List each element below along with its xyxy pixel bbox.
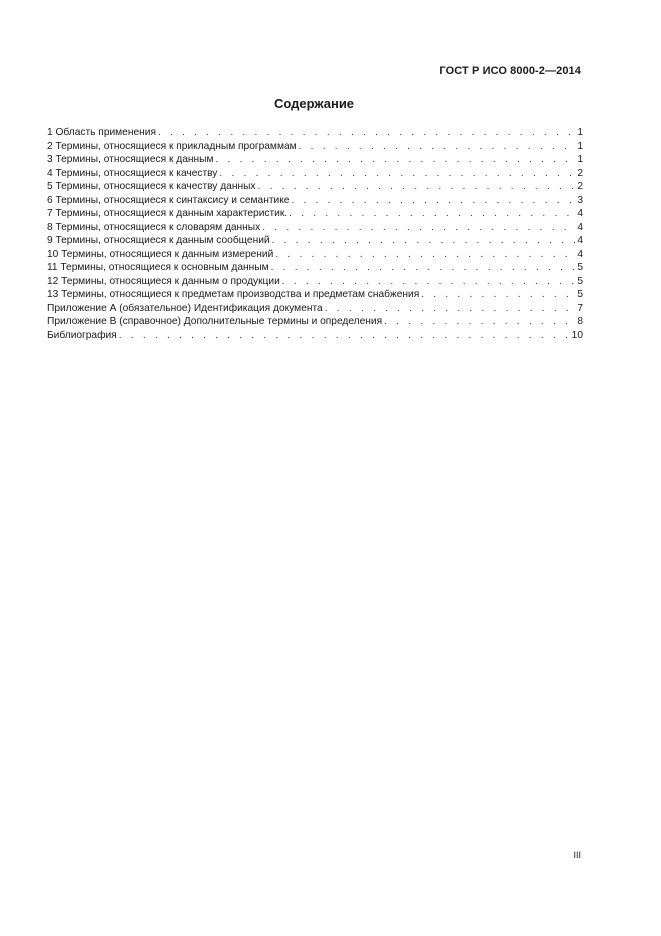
toc-leader-dots (282, 275, 577, 289)
toc-entry-page: 4 (577, 208, 583, 219)
toc-title: Содержание (273, 96, 355, 111)
toc-leader-dots (384, 315, 576, 329)
toc-entry-page: 5 (577, 289, 583, 300)
toc-entry[interactable] (47, 207, 583, 221)
toc-entry-page: 2 (577, 167, 583, 179)
toc-entry-label: 9 Термины, относящиеся к данным сообщений (47, 235, 270, 246)
toc-entry[interactable] (47, 126, 583, 140)
document-code: ГОСТ Р ИСО 8000-2—2014 (439, 65, 581, 77)
toc-entry-label: 13 Термины, относящиеся к предметам производства и предметам снабжения (47, 289, 420, 300)
toc-leader-dots (271, 261, 577, 275)
toc-entry-label: 5 Термины, относящиеся к качеству данных (47, 181, 256, 192)
toc-leader-dots (299, 140, 577, 154)
toc-entry-page: 5 (577, 275, 583, 287)
toc-leader-dots (325, 302, 577, 316)
toc-leader-dots (219, 167, 576, 181)
toc-leader-dots (291, 194, 576, 208)
toc-entry-label: 3 Термины, относящиеся к данным (47, 154, 214, 165)
toc-entry-label: 7 Термины, относящиеся к данным характеристик. (47, 208, 288, 219)
toc-entry-label: 2 Термины, относящиеся к прикладным программам (47, 140, 297, 152)
toc-entry-label: 6 Термины, относящиеся к синтаксису и семантике (47, 194, 290, 206)
toc-leader-dots (119, 329, 571, 343)
toc-entry-label: 10 Термины, относящиеся к данным измерений (47, 248, 274, 260)
toc-entry[interactable] (47, 315, 583, 329)
table-of-contents (47, 126, 583, 342)
toc-entry[interactable] (47, 221, 583, 235)
toc-entry-label: Приложение А (обязательное) Идентификация документа (47, 302, 323, 314)
toc-entry-label: 12 Термины, относящиеся к данным о продукции (47, 275, 280, 287)
toc-entry-page: 1 (577, 154, 583, 165)
toc-entry-label: 11 Термины, относящиеся к основным данным (47, 262, 269, 273)
toc-entry-page: 10 (571, 329, 583, 341)
toc-entry[interactable] (47, 167, 583, 181)
toc-entry-label: Приложение В (справочное) Дополнительные термины и определения (47, 316, 383, 327)
toc-entry-label: 8 Термины, относящиеся к словарям данных (47, 221, 261, 233)
toc-leader-dots (275, 248, 576, 262)
toc-entry[interactable] (47, 180, 583, 194)
toc-leader-dots (421, 288, 576, 302)
page-number: III (573, 850, 581, 860)
toc-entry-label: 1 Область применения (47, 127, 156, 138)
toc-entry-page: 1 (577, 140, 583, 152)
toc-entry[interactable] (47, 248, 583, 262)
toc-entry[interactable] (47, 288, 583, 302)
toc-leader-dots (215, 153, 576, 167)
toc-leader-dots (289, 207, 576, 221)
toc-entry-page: 1 (577, 127, 583, 138)
toc-leader-dots (272, 234, 577, 248)
toc-entry-page: 4 (577, 221, 583, 233)
toc-entry-page: 4 (577, 248, 583, 260)
toc-entry-label: Библиография (47, 329, 117, 341)
toc-entry[interactable] (47, 329, 583, 343)
toc-entry-page: 2 (577, 181, 583, 192)
toc-entry[interactable] (47, 153, 583, 167)
toc-entry[interactable] (47, 234, 583, 248)
toc-entry[interactable] (47, 302, 583, 316)
toc-leader-dots (262, 221, 576, 235)
toc-entry[interactable] (47, 140, 583, 154)
toc-entry[interactable] (47, 261, 583, 275)
toc-entry-page: 8 (577, 316, 583, 327)
toc-leader-dots (158, 126, 576, 140)
toc-entry-page: 4 (577, 235, 583, 246)
toc-entry-label: 4 Термины, относящиеся к качеству (47, 167, 218, 179)
toc-entry[interactable] (47, 194, 583, 208)
toc-entry-page: 7 (577, 302, 583, 314)
toc-entry-page: 5 (577, 262, 583, 273)
toc-entry-page: 3 (577, 194, 583, 206)
toc-entry[interactable] (47, 275, 583, 289)
toc-leader-dots (258, 180, 577, 194)
